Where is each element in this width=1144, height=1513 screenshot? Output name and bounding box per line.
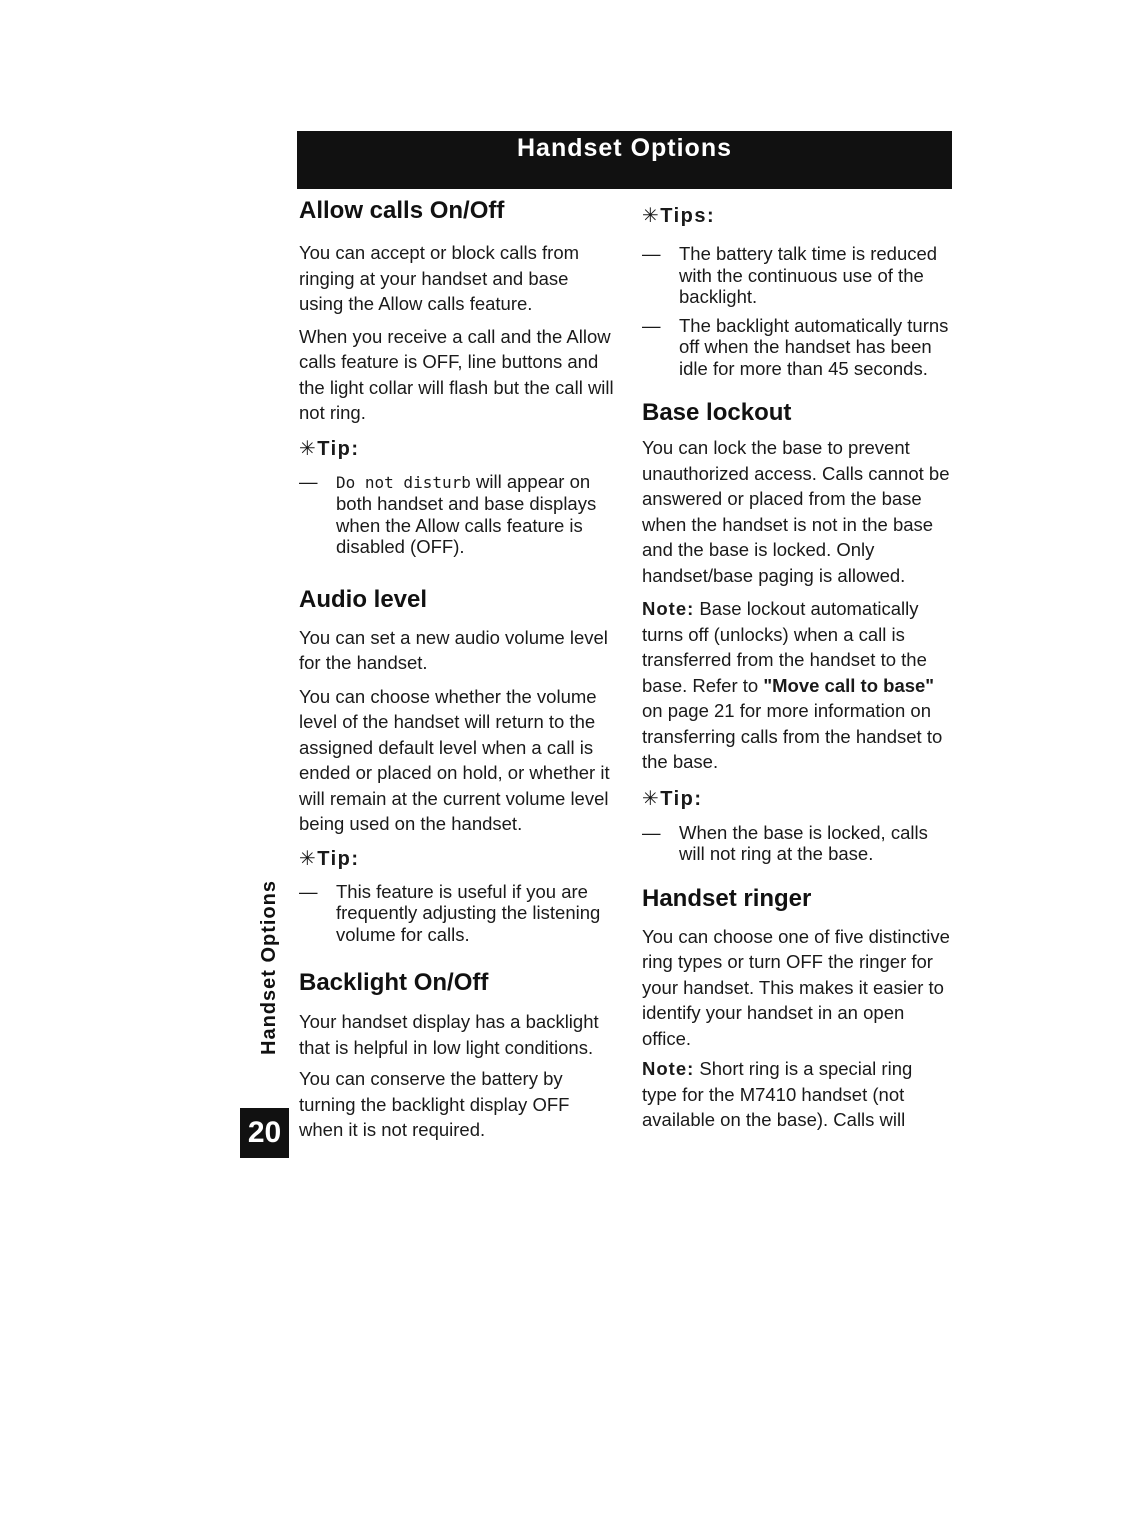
audio-level-paragraph-1: You can set a new audio volume level for the handset. xyxy=(299,626,608,673)
handset-ringer-note xyxy=(642,1056,952,1133)
note-reference: "Move call to base" xyxy=(763,674,935,696)
note-label: Note: xyxy=(642,598,695,619)
allow-calls-tip-heading xyxy=(299,436,614,462)
allow-calls-tip-item xyxy=(299,471,614,558)
section-title-handset-ringer: Handset ringer xyxy=(642,884,812,912)
allow-calls-paragraph-2: When you receive a call and the Allow calls feature is OFF, line buttons and the light collar will flash but the call will not ring. xyxy=(299,325,614,423)
section-title-base-lockout: Base lockout xyxy=(642,399,792,426)
tips-item xyxy=(642,315,952,380)
asterisk-icon: ✳ xyxy=(642,205,661,227)
base-lockout-tip-item xyxy=(642,822,952,865)
right-column xyxy=(642,203,952,1133)
tips-item-text: The battery talk time is reduced with the continuous use of the backlight. xyxy=(679,243,938,307)
base-lockout-tip-heading xyxy=(642,786,952,812)
page-title: Handset Options xyxy=(516,134,732,162)
note-text: Base lockout automatically turns off (unlocks) when a call is transferred from the handset to the base. Refer to xyxy=(642,598,927,696)
base-lockout-paragraph: You can lock the base to prevent unauthorized access. Calls cannot be answered or placed from the base when the handset is not in the base and the base is locked. Only handset/base paging is allowed. xyxy=(642,437,950,586)
audio-level-tip-heading xyxy=(299,846,614,872)
section-title-audio-level: Audio level xyxy=(299,585,428,613)
handset-ringer-paragraph: You can choose one of five distinctive ring types or turn OFF the ringer for your handset. This makes it easier to identify your handset in an open office. xyxy=(642,925,950,1049)
note-text: on page 21 for more information on transferring calls from the handset to the base. xyxy=(642,700,943,772)
base-lockout-note xyxy=(642,596,952,775)
asterisk-icon: ✳ xyxy=(299,847,318,870)
tips-item xyxy=(642,243,952,308)
audio-level-tip-item xyxy=(299,881,614,946)
side-tab-label: Handset Options xyxy=(258,879,280,1055)
page-number: 20 xyxy=(240,1108,289,1158)
tips-heading xyxy=(642,203,952,229)
section-title-backlight: Backlight On/Off xyxy=(299,969,489,996)
left-column xyxy=(299,196,614,1143)
dash-icon: — xyxy=(299,470,318,492)
tips-item-text: The backlight automatically turns off when the handset has been idle for more than 45 seconds. xyxy=(679,314,949,379)
tip-text: This feature is useful if you are frequently adjusting the listening volume for calls. xyxy=(336,880,601,945)
asterisk-icon: ✳ xyxy=(642,787,661,810)
tip-code-text: Do not disturb xyxy=(336,472,471,492)
section-title-allow-calls: Allow calls On/Off xyxy=(299,197,505,224)
audio-level-paragraph-2: You can choose whether the volume level of the handset will return to the assigned default level when a call is ended or placed on hold, or whether it will remain at the current volume level being used on the handset. xyxy=(299,685,610,834)
dash-icon: — xyxy=(642,821,661,843)
side-tab xyxy=(243,879,280,1055)
tip-label: Tip: xyxy=(317,847,360,870)
tip-label: Tip: xyxy=(317,437,360,460)
allow-calls-paragraph-1: You can accept or block calls from ringing at your handset and base using the Allow calls feature. xyxy=(299,242,580,314)
tip-text: will appear on both handset and base displays when the Allow calls feature is disabled (OFF). xyxy=(336,470,597,557)
dash-icon: — xyxy=(642,243,661,264)
note-label: Note: xyxy=(642,1058,695,1079)
asterisk-icon: ✳ xyxy=(299,437,318,460)
tip-text: When the base is locked, calls will not ring at the base. xyxy=(679,821,928,864)
dash-icon: — xyxy=(299,880,318,902)
tips-label: Tips: xyxy=(660,205,716,227)
note-text: Short ring is a special ring type for the M7410 handset (not available on the base). Calls will xyxy=(642,1058,913,1130)
tip-label: Tip: xyxy=(660,787,703,810)
backlight-paragraph-1: Your handset display has a backlight that is helpful in low light conditions. xyxy=(299,1011,599,1058)
header-bar xyxy=(297,131,952,189)
backlight-paragraph-2: You can conserve the battery by turning the backlight display OFF when it is not required. xyxy=(299,1068,570,1140)
dash-icon: — xyxy=(642,314,661,336)
